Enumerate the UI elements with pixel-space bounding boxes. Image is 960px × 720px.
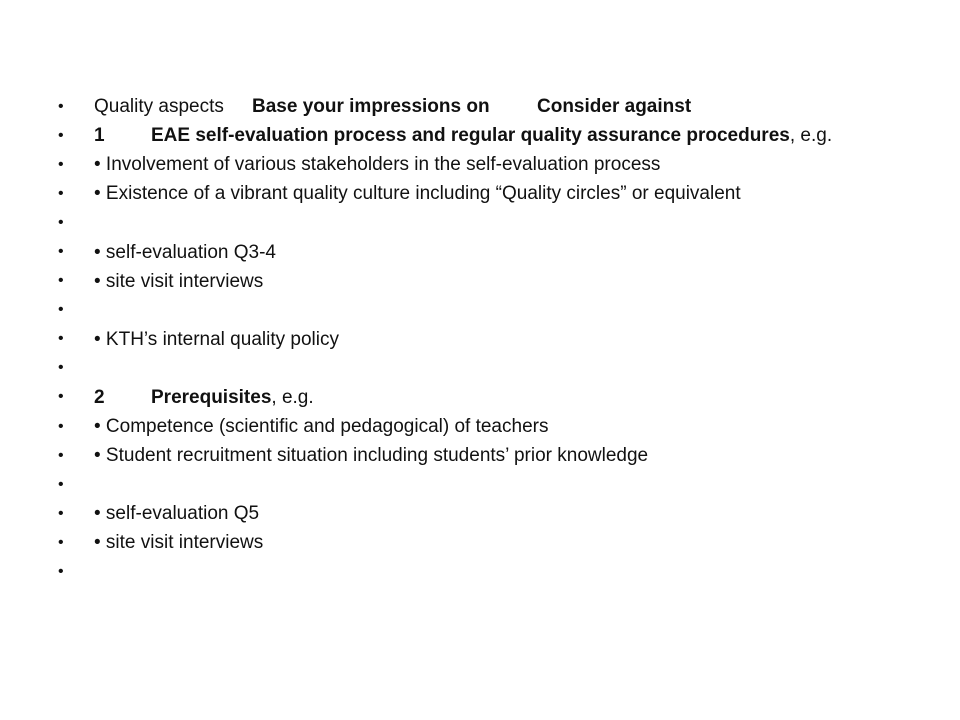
list-item-text: • Involvement of various stakeholders in the self-evaluation process: [94, 154, 661, 176]
header-quality-aspects: Quality aspects: [94, 96, 224, 118]
section-2-heading: [58, 383, 938, 412]
list-item-text: • Existence of a vibrant quality culture including “Quality circles” or equivalent: [94, 183, 741, 205]
section-suffix: , e.g.: [271, 386, 314, 408]
list-item: [58, 499, 938, 528]
bullet-icon: •: [58, 97, 64, 115]
list-item: [58, 267, 938, 296]
section-title: EAE self-evaluation process and regular quality assurance procedures: [151, 125, 790, 147]
section-number: 1: [94, 125, 105, 147]
list-item-empty: [58, 296, 938, 325]
header-base-impressions: Base your impressions on: [252, 96, 490, 118]
list-item-text: • site visit interviews: [94, 270, 264, 292]
bullet-icon: •: [58, 330, 64, 348]
list-item: [58, 528, 938, 557]
bullet-icon: •: [58, 533, 64, 551]
bullet-icon: •: [58, 388, 64, 406]
list-item: [58, 179, 938, 208]
list-item: [58, 441, 938, 470]
list-item: [58, 412, 938, 441]
list-item-text: • self-evaluation Q5: [94, 503, 260, 525]
section-1-text: [94, 126, 832, 145]
list-item-empty: [58, 208, 938, 237]
section-title: Prerequisites: [151, 386, 272, 408]
list-item-text: • self-evaluation Q3-4: [94, 241, 276, 263]
bullet-icon: •: [58, 563, 64, 581]
bullet-icon: •: [58, 155, 64, 173]
section-suffix: , e.g.: [789, 125, 833, 147]
bullet-icon: •: [58, 504, 64, 522]
list-item: [58, 237, 938, 266]
bullet-icon: •: [58, 213, 64, 231]
bullet-icon: •: [58, 301, 64, 319]
list-item-text: • site visit interviews: [94, 532, 264, 554]
section-number: 2: [94, 386, 105, 408]
header-line: [58, 92, 938, 121]
bullet-icon: •: [58, 359, 64, 377]
list-item-empty: [58, 354, 938, 383]
bullet-icon: •: [58, 417, 64, 435]
bullet-icon: •: [58, 243, 64, 261]
bullet-icon: •: [58, 272, 64, 290]
bullet-icon: •: [58, 184, 64, 202]
bullet-list: [58, 92, 938, 587]
list-item-empty: [58, 558, 938, 587]
list-item-text: • Student recruitment situation including students’ prior knowledge: [94, 445, 649, 467]
section-1-heading: [58, 121, 938, 150]
bullet-icon: •: [58, 475, 64, 493]
list-item-empty: [58, 470, 938, 499]
header-consider-against: Consider against: [537, 96, 692, 118]
list-item-text: • Competence (scientific and pedagogical) of teachers: [94, 416, 549, 438]
bullet-icon: •: [58, 126, 64, 144]
list-item-text: • KTH’s internal quality policy: [94, 328, 339, 350]
list-item: [58, 150, 938, 179]
list-item: [58, 325, 938, 354]
header-text: [94, 97, 691, 116]
bullet-icon: •: [58, 446, 64, 464]
section-2-text: [94, 388, 314, 407]
